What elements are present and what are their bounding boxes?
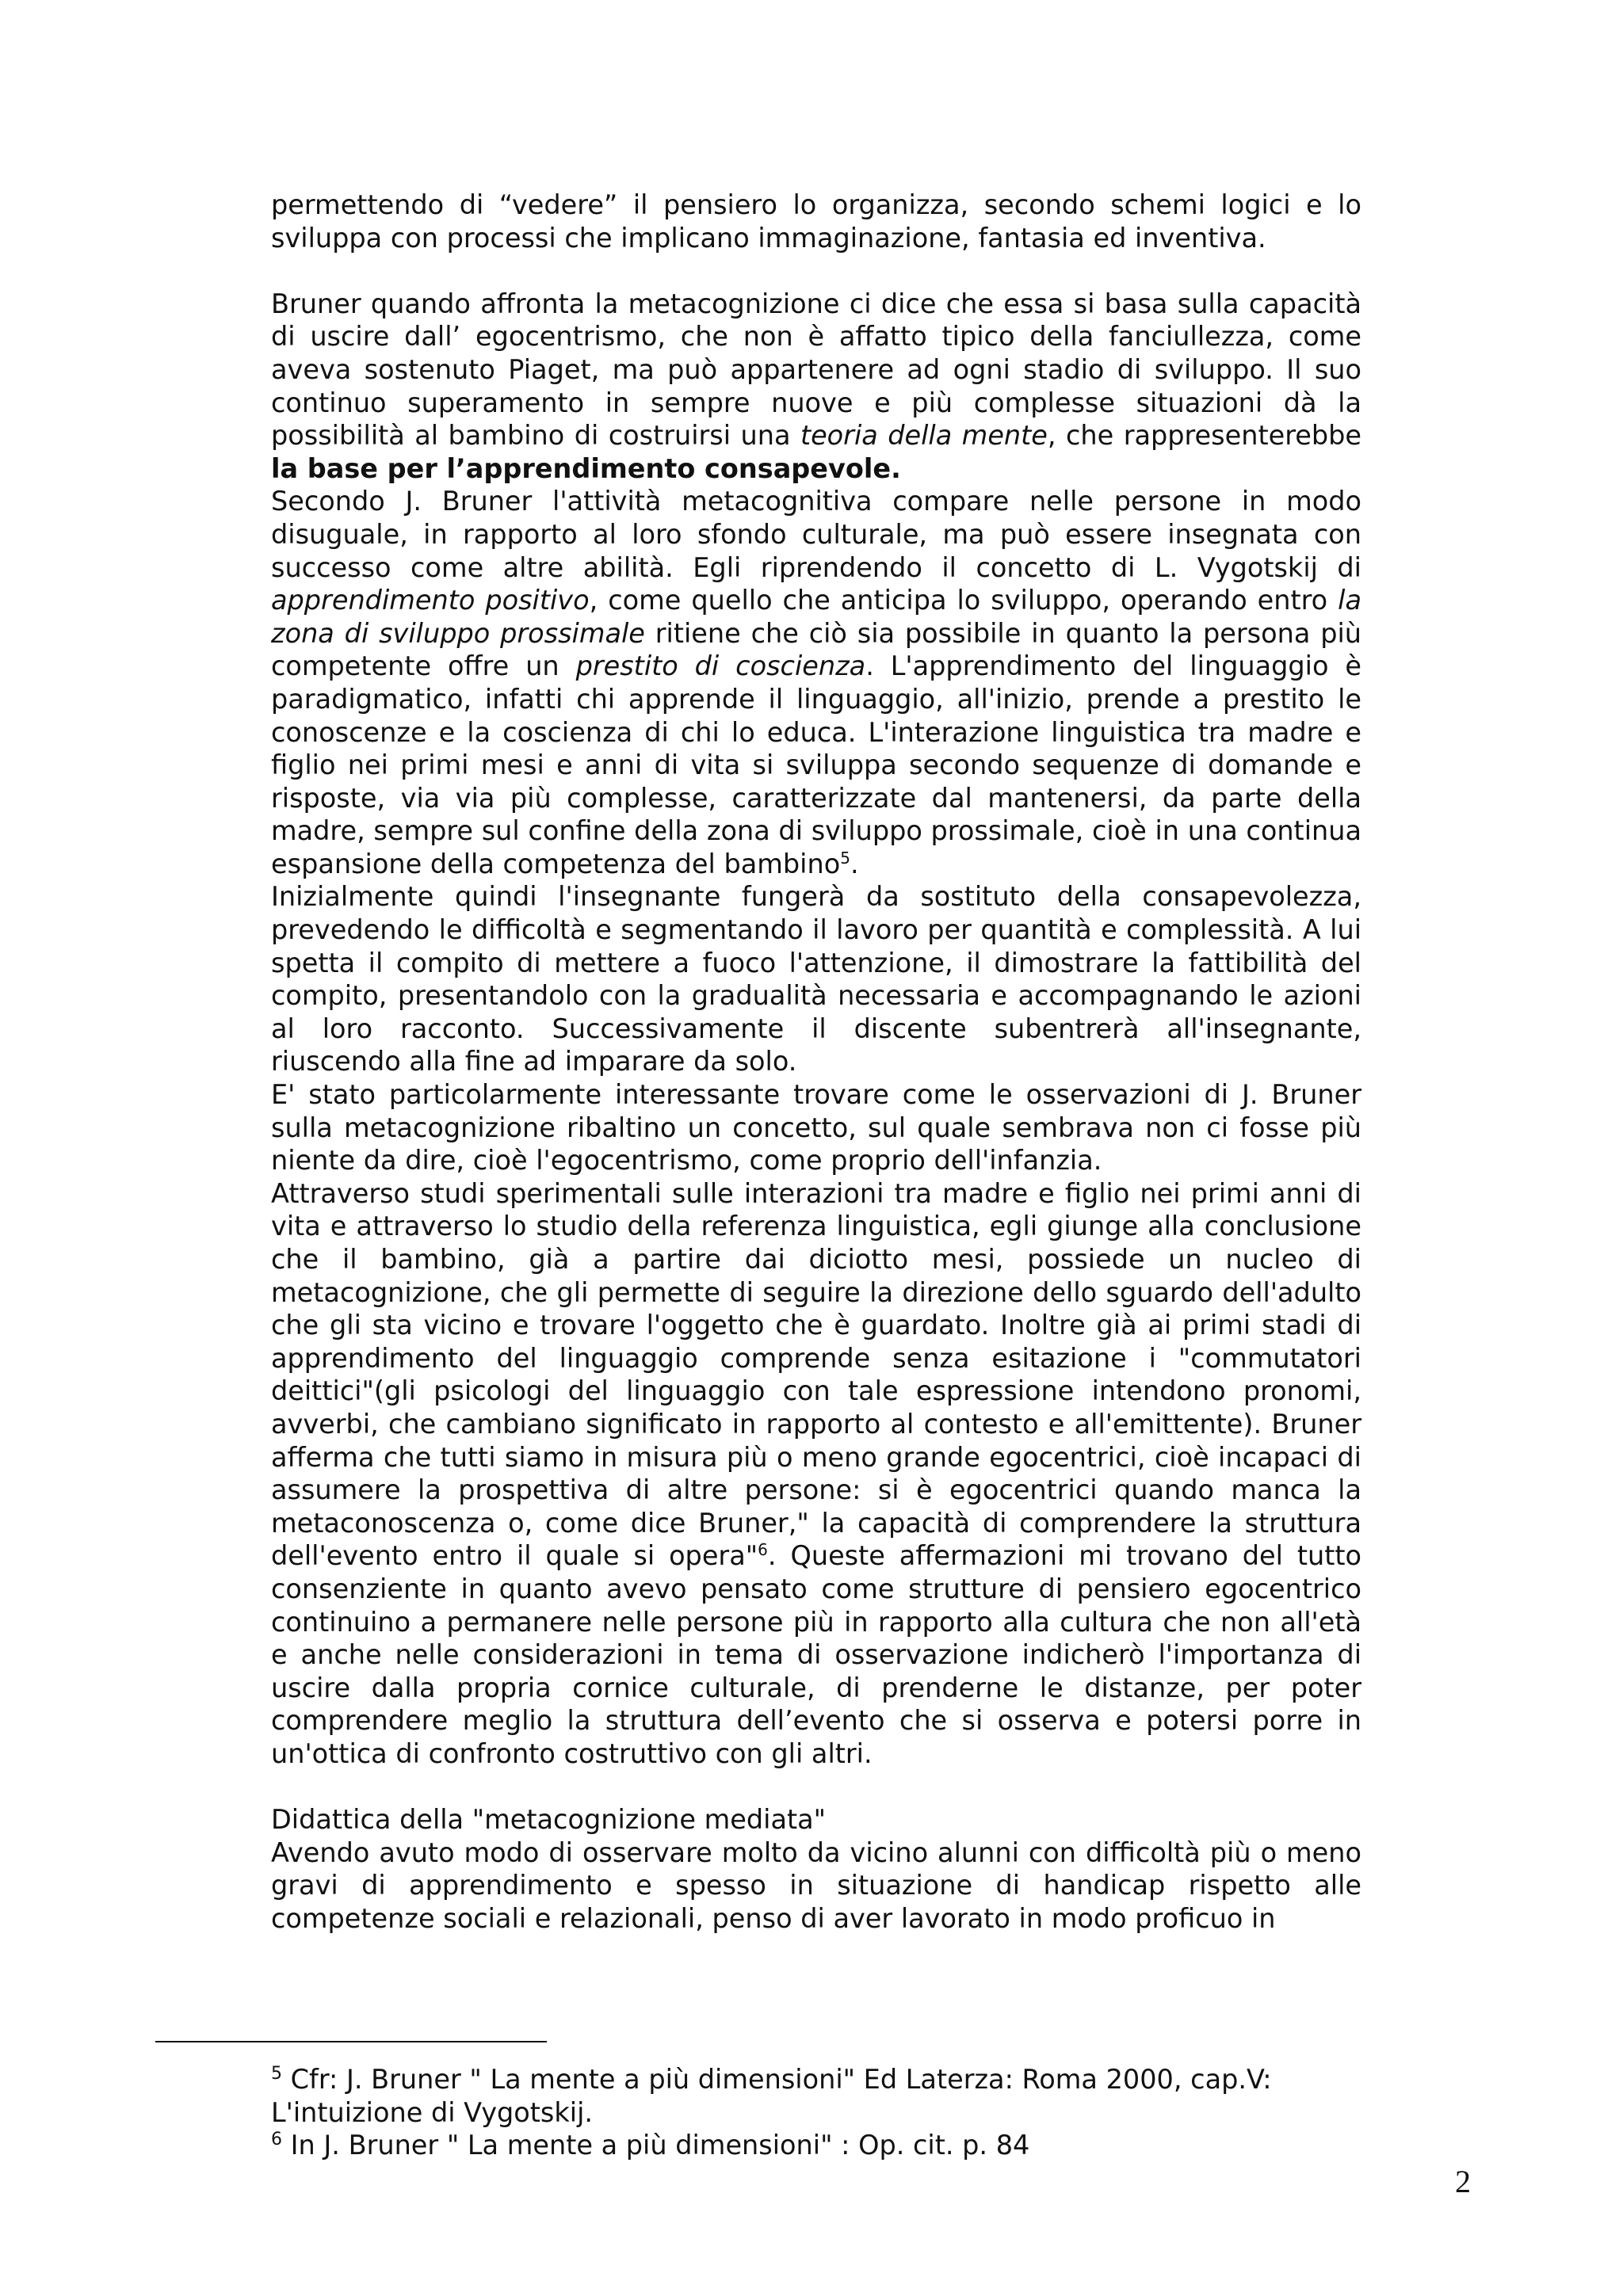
paragraph-2: Bruner quando affronta la metacognizione ci dice che essa si basa sulla capacità di uscire dall’ egocentrismo, che non è affatto tipico della fanciullezza, come aveva sostenuto Piaget, ma può appartenere ad ogni stadio di sviluppo. Il suo continuo superamento in sempre nuove e più complesse situazioni dà la possibilità al bambino di costruirsi una teoria della mente, che rappresenterebbe la base per l’apprendimento consapevole. [271,288,1361,484]
footnote-text: In J. Bruner " La mente a più dimensioni" : Op. cit. p. 84 [282,2130,1030,2161]
emphasis-text: prestito di coscienza [575,650,866,682]
footnote-number: 6 [271,2130,282,2150]
emphasis-text: teoria della mente [800,420,1048,452]
footnote-5 [271,2063,1361,2129]
footnote-separator [155,2041,547,2042]
paragraph-1: permettendo di “vedere” il pensiero lo organizza, secondo schemi logici e lo sviluppa con processi che implicano immaginazione, fantasia ed inventiva. [271,189,1361,254]
paragraph-7: Avendo avuto modo di osservare molto da vicino alunni con difficoltà più o meno gravi di apprendimento e spesso in situazione di handicap rispetto alle competenze sociali e relazionali, penso di aver lavorato in modo proficuo in [271,1836,1361,1934]
footnote-text: Cfr: J. Bruner " La mente a più dimensioni" Ed Laterza: Roma 2000, cap.V: L'intuizione di Vygotskij. [271,2064,1272,2128]
bold-text: la base per l’apprendimento consapevole. [271,452,901,484]
paragraph-gap [271,1771,1361,1804]
footnote-ref-6[interactable]: 6 [758,1540,768,1560]
footnote-ref-5[interactable]: 5 [840,848,850,868]
paragraph-gap [271,254,1361,288]
footnotes [271,2063,1361,2162]
page-number: 2 [1455,2164,1471,2199]
paragraph-3: Secondo J. Bruner l'attività metacognitiva compare nelle persone in modo disuguale, in rapporto al loro sfondo culturale, ma può essere insegnata con successo come altre abilità. Egli riprendendo il concetto di L. Vygotskij di apprendimento positivo, come quello che anticipa lo sviluppo, operando entro la zona di sviluppo prossimale ritiene che ciò sia possibile in quanto la persona più competente offre un prestito di coscienza. L'apprendimento del linguaggio è paradigmatico, infatti chi apprende il linguaggio, all'inizio, prende a prestito le conoscenze e la coscienza di chi lo educa. L'interazione linguistica tra madre e figlio nei primi mesi e anni di vita si sviluppa secondo sequenze di domande e risposte, via via più complesse, caratterizzate dal mantenersi, da parte della madre, sempre sul confine della zona di sviluppo prossimale, cioè in una continua espansione della competenza del bambino$^5$. [271,486,1361,879]
paragraph-4: Inizialmente quindi l'insegnante fungerà da sostituto della consapevolezza, prevedendo le difficoltà e segmentando il lavoro per quantità e complessità. A lui spetta il compito di mettere a fuoco l'attenzione, il dimostrare la fattibilità del compito, presentandolo con la gradualità necessaria e accompagnando le azioni al loro racconto. Successivamente il discente subentrerà all'insegnante, riuscendo alla fine ad imparare da solo. [271,881,1361,1077]
section-heading: Didattica della "metacognizione mediata" [271,1804,827,1836]
emphasis-text: apprendimento positivo [271,585,590,616]
emphasis-text: la zona di sviluppo prossimale [271,585,1361,649]
paragraph-6: Attraverso studi sperimentali sulle interazioni tra madre e figlio nei primi anni di vita e attraverso lo studio della referenza linguistica, egli giunge alla conclusione che il bambino, già a partire dai diciotto mesi, possiede un nucleo di metacognizione, che gli permette di seguire la direzione dello sguardo dell'adulto che gli sta vicino e trovare l'oggetto che è guardato. Inoltre già ai primi stadi di apprendimento del linguaggio comprende senza esitazione i "commutatori deittici"(gli psicologi del linguaggio con tale espressione intendono pronomi, avverbi, che cambiano significato in rapporto al contesto e all'emittente). Bruner afferma che tutti siamo in misura più o meno grande egocentrici, cioè incapaci di assumere la prospettiva di altre persone: si è egocentrici quando manca la metaconoscenza o, come dice Bruner," la capacità di comprendere la struttura dell'evento entro il quale si opera"$^6$. Queste affermazioni mi trovano del tutto consenziente in quanto avevo pensato come strutture di pensiero egocentrico continuino a permanere nelle persone più in rapporto alla cultura che non all'età e anche nelle considerazioni in tema di osservazione indicherò l'importanza di uscire dalla propria cornice culturale, di prenderne le distanze, per poter comprendere meglio la struttura dell’evento che si osserva e potersi porre in un'ottica di confronto costruttivo con gli altri. [271,1177,1361,1769]
footnote-number: 5 [271,2063,282,2084]
paragraph-5: E' stato particolarmente interessante trovare come le osservazioni di J. Bruner sulla metacognizione ribaltino un concetto, sul quale sembrava non ci fosse più niente da dire, cioè l'egocentrismo, come proprio dell'infanzia. [271,1079,1361,1177]
footnote-6 [271,2129,1361,2162]
body-text [271,189,1361,1935]
